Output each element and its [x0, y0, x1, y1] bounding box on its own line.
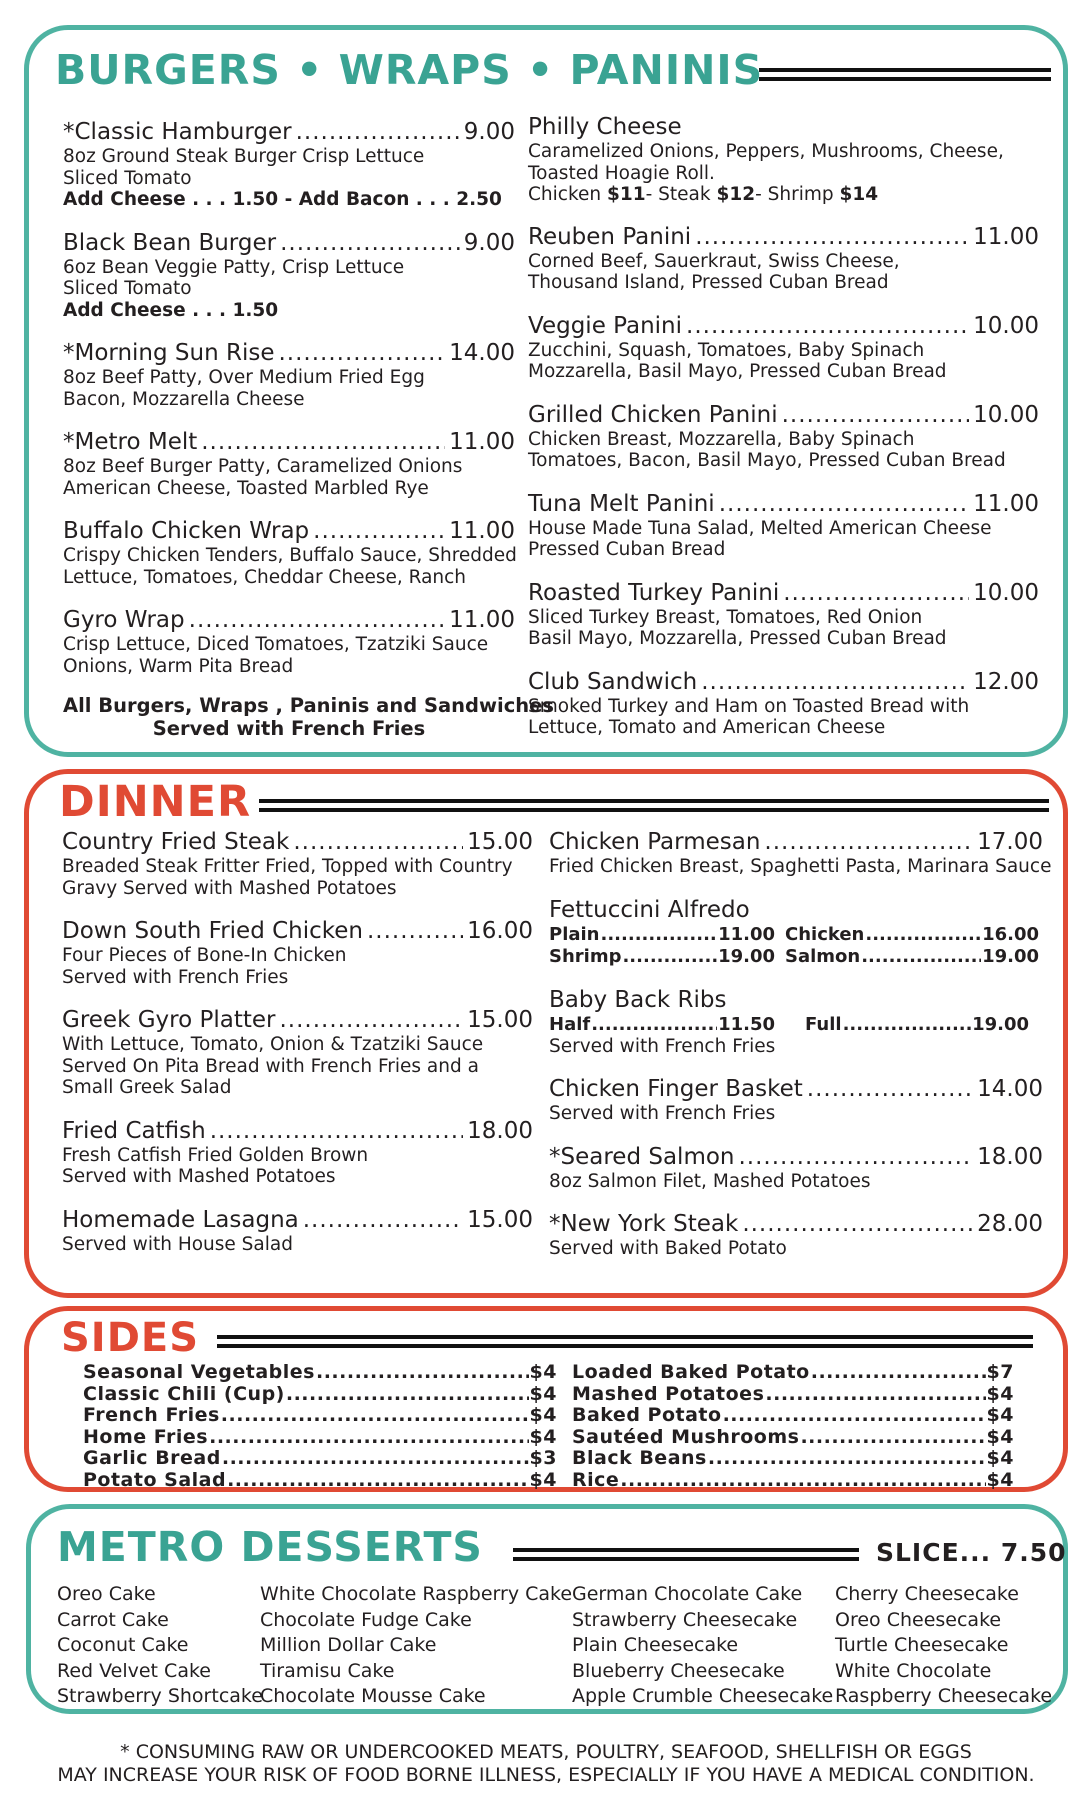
- item-name: Down South Fried Chicken: [62, 918, 363, 944]
- item-desc: Sliced Tomato: [63, 278, 192, 299]
- item-desc: Served with Baked Potato: [549, 1238, 787, 1259]
- burgers-note: Served with French Fries: [152, 717, 426, 740]
- menu-item: [549, 1144, 1043, 1193]
- item-desc: Thousand Island, Pressed Cuban Bread: [528, 272, 889, 293]
- item-name: Tuna Melt Panini: [528, 490, 715, 517]
- side-item: Rice ..... $4: [572, 1470, 1014, 1492]
- menu-item: [528, 491, 1039, 561]
- item-desc: Four Pieces of Bone-In Chicken: [62, 945, 347, 966]
- item-name: Chicken Parmesan: [549, 829, 761, 855]
- dessert-item: Plain Cheesecake: [572, 1634, 739, 1656]
- item-desc: Served On Pita Bread with French Fries and a: [62, 1055, 479, 1077]
- item-desc: 8oz Salmon Filet, Mashed Potatoes: [549, 1170, 871, 1192]
- item-desc: Sliced Tomato: [63, 167, 192, 189]
- item-desc: Served with Mashed Potatoes: [62, 1166, 336, 1187]
- menu-item: [63, 230, 515, 322]
- item-price: 11.00: [449, 518, 515, 544]
- item-name: *New York Steak: [549, 1211, 739, 1237]
- item-desc: Onions, Warm Pita Bread: [63, 655, 294, 677]
- dessert-item: Strawberry Cheesecake: [572, 1608, 798, 1631]
- item-desc: Basil Mayo, Mozzarella, Pressed Cuban Bread: [528, 628, 947, 649]
- dessert-item: Cherry Cheesecake: [835, 1583, 1019, 1605]
- item-desc: American Cheese, Toasted Marbled Rye: [63, 477, 429, 499]
- item-price: 18.00: [467, 1117, 533, 1144]
- burgers-title-rule: [759, 68, 1051, 81]
- item-desc: Mozzarella, Basil Mayo, Pressed Cuban Bread: [528, 361, 947, 382]
- item-desc: Served with House Salad: [62, 1233, 293, 1255]
- burgers-right-column: [528, 114, 1039, 758]
- item-price: 11.00: [973, 223, 1039, 250]
- item-name: Fried Catfish: [62, 1117, 206, 1144]
- side-item: Mashed Potatoes ..... $4: [572, 1384, 1014, 1406]
- item-price: 10.00: [973, 401, 1039, 428]
- item-desc: Fried Chicken Breast, Spaghetti Pasta, Marinara Sauce: [549, 856, 1052, 877]
- item-name: Philly Cheese: [528, 114, 682, 140]
- menu-item: [528, 114, 1039, 206]
- item-desc: Bacon, Mozzarella Cheese: [63, 388, 305, 410]
- item-desc: Chicken Breast, Mozzarella, Baby Spinach: [528, 428, 915, 450]
- menu-item: [549, 897, 1043, 968]
- item-name: Grilled Chicken Panini: [528, 401, 778, 428]
- item-name: Reuben Panini: [528, 223, 692, 250]
- menu-item: [63, 607, 515, 677]
- price-row: Shrimp ..... 19.00 Salmon ..... 19.00: [549, 946, 1043, 968]
- dessert-item: German Chocolate Cake: [572, 1583, 803, 1605]
- menu-item: [62, 918, 533, 988]
- item-price: 17.00: [977, 829, 1043, 855]
- side-item: Seasonal Vegetables ..... $4: [83, 1362, 557, 1384]
- dinner-right-column: [549, 829, 1052, 1279]
- menu-item: [549, 1211, 1043, 1260]
- item-name: Gyro Wrap: [63, 607, 185, 633]
- dessert-column: [57, 1582, 263, 1710]
- item-desc: Fresh Catfish Fried Golden Brown: [62, 1144, 369, 1166]
- sides-title: SIDES: [61, 1315, 200, 1361]
- item-name: Buffalo Chicken Wrap: [63, 518, 310, 544]
- menu-item: [549, 829, 1052, 878]
- menu-item: [62, 1207, 533, 1256]
- burgers-note: All Burgers, Wraps , Paninis and Sandwiches: [63, 694, 554, 717]
- menu-item: [63, 119, 515, 211]
- price-row: Half ..... 11.50 Full ..... 19.00: [549, 1014, 1043, 1036]
- dessert-item: White Chocolate Raspberry Cake: [260, 1583, 573, 1605]
- item-name: Black Bean Burger: [63, 229, 277, 256]
- dessert-item: Apple Crumble Cheesecake: [572, 1685, 834, 1707]
- slice-price: SLICE... 7.50: [876, 1538, 1067, 1567]
- dessert-column: [835, 1582, 1052, 1710]
- item-price: 14.00: [977, 1076, 1043, 1102]
- dessert-item: Tiramisu Cake: [260, 1659, 395, 1682]
- dessert-column: [572, 1582, 833, 1710]
- item-desc: Caramelized Onions, Peppers, Mushrooms, Cheese,: [528, 141, 1004, 162]
- item-desc: Crisp Lettuce, Diced Tomatoes, Tzatziki Sauce: [63, 634, 489, 655]
- burgers-left-column: [63, 119, 554, 740]
- dinner-title: DINNER: [59, 777, 252, 827]
- item-desc: Corned Beef, Sauerkraut, Swiss Cheese,: [528, 250, 900, 272]
- item-prices: Chicken $11- Steak $12- Shrimp $14: [528, 184, 879, 205]
- item-desc: Served with French Fries: [549, 1103, 776, 1124]
- sides-left-column: [83, 1362, 557, 1491]
- item-price: 16.00: [467, 918, 533, 944]
- item-desc: House Made Tuna Salad, Melted American Cheese: [528, 517, 992, 539]
- item-name: *Classic Hamburger: [63, 119, 292, 145]
- desserts-title-rule: [513, 1548, 859, 1561]
- item-name: Chicken Finger Basket: [549, 1076, 803, 1102]
- dessert-item: Strawberry Shortcake: [57, 1685, 263, 1707]
- item-price: 18.00: [977, 1143, 1043, 1170]
- item-desc: 8oz Beef Patty, Over Medium Fried Egg: [63, 367, 425, 388]
- item-price: 11.00: [449, 429, 515, 455]
- item-desc: Sliced Turkey Breast, Tomatoes, Red Onion: [528, 606, 923, 628]
- side-item: Potato Salad ..... $4: [83, 1470, 557, 1492]
- item-desc: Tomatoes, Bacon, Basil Mayo, Pressed Cuban Bread: [528, 450, 1006, 471]
- side-item: Home Fries ..... $4: [83, 1427, 557, 1449]
- menu-item: [63, 518, 515, 588]
- item-price: 14.00: [449, 340, 515, 366]
- dessert-item: Chocolate Mousse Cake: [260, 1685, 486, 1707]
- side-item: Sautéed Mushrooms ..... $4: [572, 1427, 1014, 1449]
- item-name: Fettuccini Alfredo: [549, 896, 750, 923]
- side-item: Baked Potato ..... $4: [572, 1405, 1014, 1427]
- dessert-item: Oreo Cake: [57, 1583, 156, 1605]
- menu-item: [528, 580, 1039, 650]
- menu-item: [549, 1076, 1043, 1125]
- item-name: *Morning Sun Rise: [63, 340, 275, 366]
- item-desc: Pressed Cuban Bread: [528, 539, 726, 560]
- item-price: 9.00: [463, 119, 515, 145]
- dessert-item: Coconut Cake: [57, 1634, 189, 1656]
- item-addon: Add Cheese . . . 1.50: [63, 299, 279, 321]
- item-addon: Add Cheese . . . 1.50 - Add Bacon . . . 2.50: [63, 189, 502, 210]
- menu-item: [62, 1007, 533, 1099]
- side-item: Classic Chili (Cup) ..... $4: [83, 1384, 557, 1406]
- dessert-item: Red Velvet Cake: [57, 1659, 211, 1682]
- item-price: 10.00: [973, 312, 1039, 339]
- burgers-panel: [24, 25, 1068, 757]
- item-desc: Served with French Fries: [62, 966, 289, 988]
- item-price: 11.00: [449, 607, 515, 633]
- item-price: 12.00: [973, 668, 1039, 695]
- side-item: French Fries ..... $4: [83, 1405, 557, 1427]
- item-price: 15.00: [467, 1206, 533, 1233]
- item-desc: 8oz Beef Burger Patty, Caramelized Onions: [63, 456, 463, 477]
- item-desc: Gravy Served with Mashed Potatoes: [62, 877, 397, 899]
- item-desc: 6oz Bean Veggie Patty, Crisp Lettuce: [63, 256, 405, 278]
- item-desc: Served with French Fries: [549, 1035, 776, 1057]
- item-desc: Smoked Turkey and Ham on Toasted Bread with: [528, 695, 970, 717]
- menu-item: [62, 1118, 533, 1188]
- dessert-item: Oreo Cheesecake: [835, 1608, 1002, 1631]
- item-price: 28.00: [977, 1211, 1043, 1237]
- item-name: Country Fried Steak: [62, 829, 290, 855]
- item-name: Club Sandwich: [528, 668, 698, 695]
- item-name: *Seared Salmon: [549, 1143, 735, 1170]
- sides-right-column: [572, 1362, 1014, 1491]
- menu-item: [549, 987, 1043, 1058]
- menu-item: [63, 340, 515, 410]
- sides-title-rule: [217, 1335, 1033, 1348]
- item-price: 15.00: [467, 1007, 533, 1033]
- side-item: Loaded Baked Potato ..... $7: [572, 1362, 1014, 1384]
- dinner-title-rule: [259, 799, 1049, 812]
- menu-item: [528, 224, 1039, 294]
- item-desc: Lettuce, Tomatoes, Cheddar Cheese, Ranch: [63, 566, 467, 588]
- item-price: 9.00: [463, 229, 515, 256]
- dinner-panel: [24, 769, 1068, 1298]
- item-name: Veggie Panini: [528, 312, 683, 339]
- menu-item: [528, 669, 1039, 739]
- side-item: Black Beans ..... $4: [572, 1448, 1014, 1470]
- dessert-item: Million Dollar Cake: [260, 1634, 437, 1656]
- dessert-item: Turtle Cheesecake: [835, 1634, 1009, 1656]
- dessert-item: White Chocolate: [835, 1659, 992, 1682]
- menu-item: [528, 402, 1039, 472]
- menu-item: [63, 429, 515, 499]
- item-desc: Toasted Hoagie Roll.: [528, 162, 715, 184]
- menu-item: [528, 313, 1039, 383]
- dinner-left-column: [62, 829, 533, 1274]
- item-desc: Zucchini, Squash, Tomatoes, Baby Spinach: [528, 339, 925, 361]
- item-desc: With Lettuce, Tomato, Onion & Tzatziki Sauce: [62, 1034, 484, 1055]
- food-safety-disclaimer: [0, 1741, 1092, 1787]
- item-desc: Crispy Chicken Tenders, Buffalo Sauce, Shredded: [63, 545, 517, 566]
- item-desc: Breaded Steak Fritter Fried, Topped with Country: [62, 856, 513, 877]
- desserts-panel: [26, 1504, 1068, 1714]
- item-name: Greek Gyro Platter: [62, 1007, 276, 1033]
- dessert-column: [260, 1582, 572, 1710]
- menu-item: [62, 829, 533, 899]
- item-name: Roasted Turkey Panini: [528, 579, 780, 606]
- item-desc: Lettuce, Tomato and American Cheese: [528, 717, 886, 738]
- dessert-item: Blueberry Cheesecake: [572, 1659, 785, 1682]
- disclaimer-line: MAY INCREASE YOUR RISK OF FOOD BORNE ILLNESS, ESPECIALLY IF YOU HAVE A MEDICAL CONDITION.: [57, 1764, 1035, 1786]
- item-name: Homemade Lasagna: [62, 1206, 299, 1233]
- dessert-item: Chocolate Fudge Cake: [260, 1608, 472, 1631]
- item-desc: Small Greek Salad: [62, 1077, 232, 1098]
- item-name: *Metro Melt: [63, 429, 198, 455]
- item-name: Baby Back Ribs: [549, 986, 727, 1013]
- desserts-title: METRO DESSERTS: [57, 1523, 483, 1571]
- item-price: 11.00: [973, 490, 1039, 517]
- dessert-item: Carrot Cake: [57, 1608, 169, 1631]
- sides-panel: [24, 1306, 1068, 1492]
- price-row: Plain ..... 11.00 Chicken ..... 16.00: [549, 924, 1043, 946]
- item-price: 15.00: [467, 829, 533, 855]
- side-item: Garlic Bread ..... $3: [83, 1448, 557, 1470]
- disclaimer-line: * CONSUMING RAW OR UNDERCOOKED MEATS, POULTRY, SEAFOOD, SHELLFISH OR EGGS: [120, 1741, 972, 1763]
- dessert-item: Raspberry Cheesecake: [835, 1685, 1053, 1707]
- item-price: 10.00: [973, 579, 1039, 606]
- item-desc: 8oz Ground Steak Burger Crisp Lettuce: [63, 146, 425, 167]
- burgers-title: BURGERS • WRAPS • PANINIS: [55, 46, 764, 94]
